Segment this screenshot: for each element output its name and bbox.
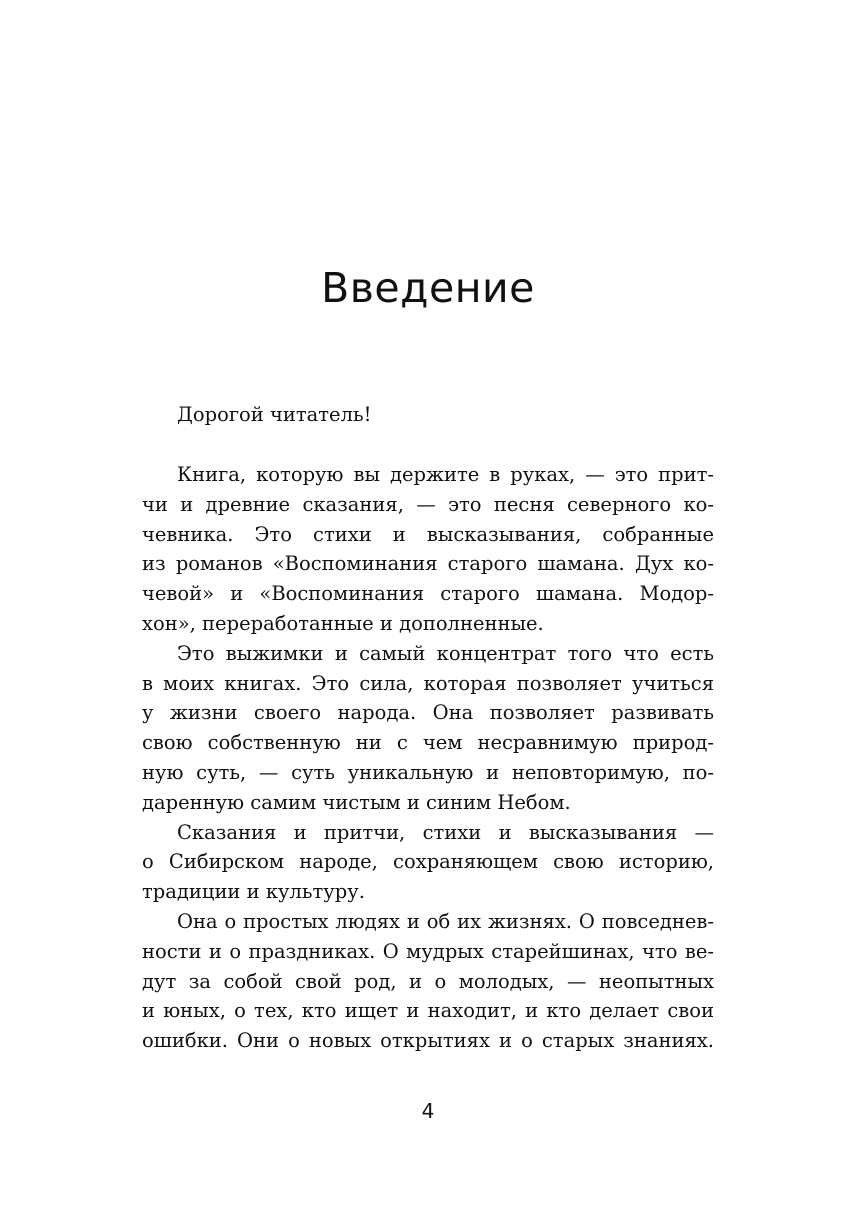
paragraph-4-line: дут за собой свой род, и о молодых, — неопытных (142, 969, 714, 993)
paragraph-1-line: Книга, которую вы держите в руках, — это прит- (177, 463, 714, 486)
paragraph-2-line: ную суть, — суть уникальную и неповторимую, по- (142, 760, 714, 784)
body-text (142, 460, 714, 1056)
paragraph-2-line: в моих книгах. Это сила, которая позволяет учиться (142, 671, 714, 695)
paragraph-1-line: хон», переработанные и дополненные. (142, 611, 544, 635)
paragraph-2-line: у жизни своего народа. Она позволяет развивать (142, 701, 714, 725)
paragraph-4-line: Она о простых людях и об их жизнях. О повседнев- (177, 909, 714, 933)
page-title: Введение (321, 264, 535, 312)
page-number: 4 (421, 1099, 435, 1123)
paragraph-3-line: о Сибирском народе, сохраняющем свою историю, (142, 850, 714, 874)
paragraph-1-line: из романов «Воспоминания старого шамана. Дух ко- (142, 552, 714, 576)
paragraph-4-line: ности и о праздниках. О мудрых старейшинах, что ве- (142, 939, 714, 963)
paragraph-4-line: и юных, о тех, кто ищет и находит, и кто делает свои (142, 999, 714, 1023)
paragraph-2-line: свою собственную ни с чем несравнимую природ- (142, 731, 714, 755)
paragraph-3-line: традиции и культуру. (142, 880, 365, 904)
paragraph-1-line: чевой» и «Воспоминания старого шамана. Модор- (142, 582, 714, 606)
paragraph-4-line: ошибки. Они о новых открытиях и о старых знаниях. (142, 1029, 714, 1053)
paragraph-1-line: чевника. Это стихи и высказывания, собранные (142, 522, 714, 546)
paragraph-2-line: Это выжимки и самый концентрат того что есть (177, 641, 714, 665)
greeting: Дорогой читатель! (177, 403, 372, 426)
paragraph-3-line: Сказания и притчи, стихи и высказывания — (177, 820, 714, 844)
paragraph-2-line: даренную самим чистым и синим Небом. (142, 790, 571, 814)
paragraph-1-line: чи и древние сказания, — это песня северного ко- (142, 492, 714, 516)
